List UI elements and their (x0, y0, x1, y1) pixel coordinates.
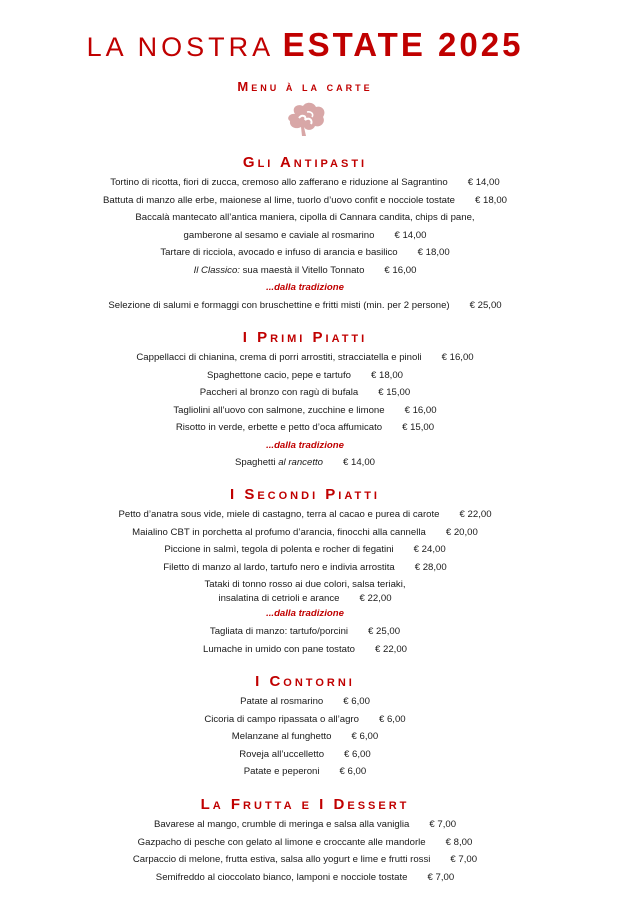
section-primi (0, 327, 610, 472)
page-title (0, 26, 610, 64)
list-item: Il Classico: sua maestà il Vitello Tonnato € 16,00 (193, 264, 417, 276)
list-item: insalatina di cetrioli e arance € 22,00 (218, 593, 392, 604)
list-item: Baccalà mantecato all’antica maniera, cipolla di Cannara candita, chips di pane, (135, 212, 475, 223)
section-title: I Contorni (255, 673, 355, 690)
list-item: Tataki di tonno rosso ai due colori, salsa teriaki, (204, 579, 406, 590)
list-item: Risotto in verde, erbette e petto d’oca affumicato € 15,00 (175, 422, 435, 433)
section-title: La Frutta e I Dessert (200, 796, 410, 813)
list-item: Battuta di manzo alle erbe, maionese al lime, tuorlo d’uovo confit e nocciole tostate € 18,00 (103, 194, 507, 206)
list-item: Tortino di ricotta, fiori di zucca, cremoso allo zafferano e riduzione al Sagrantino € 14,00 (110, 177, 500, 188)
list-item: Roveja all’uccelletto € 6,00 (239, 748, 371, 760)
list-item: Cicoria di campo ripassata o all’agro € 6,00 (204, 713, 406, 725)
section-contorni (0, 671, 610, 781)
tree-logo-icon (283, 100, 329, 140)
list-item: Piccione in salmì, tegola di polenta e rocher di fegatini € 24,00 (164, 544, 446, 555)
list-item: Cappellacci di chianina, crema di porri arrostiti, stracciatella e pinoli € 16,00 (136, 352, 474, 363)
list-item: Spaghetti al rancetto € 14,00 (234, 457, 376, 468)
list-item: Gazpacho di pesche con gelato al limone e croccante alle mandorle € 8,00 (137, 836, 473, 848)
list-item: gamberone al sesamo e caviale al rosmarino € 14,00 (183, 229, 427, 241)
section-title: I Secondi Piatti (230, 486, 380, 503)
list-item: Tagliolini all’uovo con salmone, zucchine e limone € 16,00 (173, 404, 437, 416)
section-title: I Primi Piatti (242, 329, 368, 346)
list-item: Patate e peperoni € 6,00 (243, 766, 367, 777)
section-antipasti (0, 152, 610, 314)
list-item: Maialino CBT in porchetta al profumo d’arancia, finocchi alla cannella € 20,00 (132, 526, 478, 538)
list-item: Tartare di ricciola, avocado e infuso di arancia e basilico € 18,00 (160, 247, 450, 258)
section-title: Gli Antipasti (242, 154, 368, 171)
list-item: Paccheri al bronzo con ragù di bufala € 15,00 (199, 387, 411, 398)
list-item: Filetto di manzo al lardo, tartufo nero e indivia arrostita € 28,00 (163, 561, 447, 573)
list-item: Carpaccio di melone, frutta estiva, salsa allo yogurt e lime e frutti rossi € 7,00 (132, 854, 478, 865)
tradition-label: ...dalla tradizione (266, 282, 344, 293)
tradition-label: ...dalla tradizione (266, 608, 344, 619)
title-main: ESTATE 2025 (282, 26, 524, 63)
list-item: Melanzane al funghetto € 6,00 (231, 731, 379, 742)
menu-subtitle: Menu à la carte (237, 79, 373, 94)
list-item: Bavarese al mango, crumble di meringa e salsa alla vaniglia € 7,00 (153, 819, 457, 830)
list-item: Petto d’anatra sous vide, miele di castagno, terra al cacao e purea di carote € 22,00 (118, 509, 492, 520)
section-secondi (0, 484, 610, 658)
list-item: Tagliata di manzo: tartufo/porcini € 25,00 (209, 626, 401, 637)
title-prefix: LA NOSTRA (86, 32, 275, 62)
list-item: Semifreddo al cioccolato bianco, lamponi e nocciole tostate € 7,00 (155, 871, 455, 883)
list-item: Patate al rosmarino € 6,00 (240, 696, 370, 707)
list-item: Spaghettone cacio, pepe e tartufo € 18,00 (206, 369, 404, 381)
tradition-label: ...dalla tradizione (266, 439, 344, 451)
section-dessert (0, 794, 610, 886)
list-item: Selezione di salumi e formaggi con bruschettine e fritti misti (min. per 2 persone) € 25,00 (108, 299, 502, 311)
list-item: Lumache in umido con pane tostato € 22,00 (202, 643, 408, 655)
